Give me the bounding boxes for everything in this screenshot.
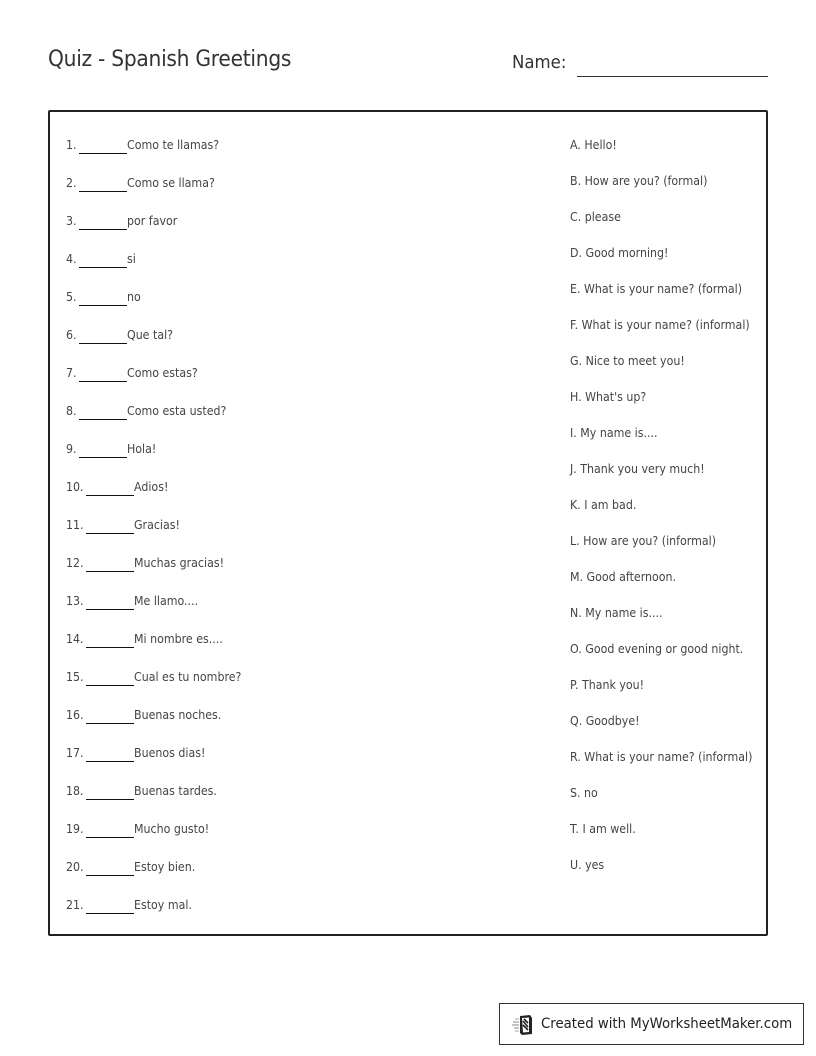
page-title: Quiz - Spanish Greetings	[48, 47, 292, 72]
question-term: Adios!	[134, 480, 169, 494]
question-term: no	[127, 290, 141, 304]
question-number: 13.	[66, 594, 84, 608]
worksheet-maker-logo-icon	[512, 1014, 534, 1036]
question-term: Como se llama?	[127, 176, 215, 190]
answer-option: Q. Goodbye!	[570, 714, 640, 728]
question-term: Me llamo....	[134, 594, 199, 608]
answer-option: D. Good morning!	[570, 246, 669, 260]
answer-blank[interactable]	[79, 343, 127, 344]
answer-blank[interactable]	[79, 191, 127, 192]
question-term: Cual es tu nombre?	[134, 670, 242, 684]
answer-blank[interactable]	[79, 419, 127, 420]
question-number: 15.	[66, 670, 84, 684]
answer-option: N. My name is....	[570, 606, 663, 620]
question-number: 18.	[66, 784, 84, 798]
answer-option: I. My name is....	[570, 426, 658, 440]
question-term: Estoy bien.	[134, 860, 196, 874]
answer-option: J. Thank you very much!	[570, 462, 705, 476]
answer-option: G. Nice to meet you!	[570, 354, 685, 368]
question-term: Buenas noches.	[134, 708, 222, 722]
question-number: 21.	[66, 898, 84, 912]
question-number: 16.	[66, 708, 84, 722]
question-term: Como esta usted?	[127, 404, 227, 418]
question-number: 14.	[66, 632, 84, 646]
question-number: 7.	[66, 366, 77, 380]
question-number: 10.	[66, 480, 84, 494]
answer-blank[interactable]	[79, 153, 127, 154]
question-number: 6.	[66, 328, 77, 342]
answer-option: R. What is your name? (informal)	[570, 750, 753, 764]
question-number: 3.	[66, 214, 77, 228]
question-number: 4.	[66, 252, 77, 266]
question-term: por favor	[127, 214, 178, 228]
answer-blank[interactable]	[86, 495, 134, 496]
question-term: Buenos dias!	[134, 746, 206, 760]
answer-option: U. yes	[570, 858, 605, 872]
answer-blank[interactable]	[79, 305, 127, 306]
footer-credit-text: Created with MyWorksheetMaker.com	[541, 1016, 793, 1032]
question-term: Como te llamas?	[127, 138, 220, 152]
question-term: Muchas gracias!	[134, 556, 225, 570]
question-term: Mi nombre es....	[134, 632, 223, 646]
answer-option: L. How are you? (informal)	[570, 534, 717, 548]
answer-option: K. I am bad.	[570, 498, 637, 512]
question-term: Que tal?	[127, 328, 174, 342]
question-term: Mucho gusto!	[134, 822, 210, 836]
answer-blank[interactable]	[86, 685, 134, 686]
question-number: 19.	[66, 822, 84, 836]
answer-blank[interactable]	[86, 875, 134, 876]
answer-option: T. I am well.	[570, 822, 636, 836]
question-term: si	[127, 252, 136, 266]
answer-option: P. Thank you!	[570, 678, 645, 692]
answer-blank[interactable]	[86, 837, 134, 838]
question-number: 2.	[66, 176, 77, 190]
answer-option: C. please	[570, 210, 621, 224]
question-term: Gracias!	[134, 518, 180, 532]
answer-option: O. Good evening or good night.	[570, 642, 744, 656]
answer-option: H. What's up?	[570, 390, 647, 404]
question-term: Buenas tardes.	[134, 784, 217, 798]
answer-blank[interactable]	[86, 571, 134, 572]
answer-option: E. What is your name? (formal)	[570, 282, 743, 296]
answer-blank[interactable]	[79, 229, 127, 230]
answer-blank[interactable]	[86, 913, 134, 914]
question-term: Como estas?	[127, 366, 198, 380]
answer-option: A. Hello!	[570, 138, 617, 152]
answer-option: M. Good afternoon.	[570, 570, 677, 584]
answer-option: B. How are you? (formal)	[570, 174, 708, 188]
answer-blank[interactable]	[86, 533, 134, 534]
answer-option: S. no	[570, 786, 598, 800]
question-term: Estoy mal.	[134, 898, 192, 912]
answer-blank[interactable]	[79, 381, 127, 382]
answer-blank[interactable]	[86, 609, 134, 610]
question-number: 20.	[66, 860, 84, 874]
question-number: 11.	[66, 518, 84, 532]
answer-option: F. What is your name? (informal)	[570, 318, 750, 332]
footer-badge[interactable]	[499, 1003, 804, 1045]
answer-blank[interactable]	[79, 267, 127, 268]
question-number: 8.	[66, 404, 77, 418]
question-number: 12.	[66, 556, 84, 570]
name-field-line[interactable]	[577, 76, 768, 77]
question-term: Hola!	[127, 442, 157, 456]
answer-blank[interactable]	[86, 799, 134, 800]
answer-blank[interactable]	[86, 723, 134, 724]
question-number: 9.	[66, 442, 77, 456]
question-number: 1.	[66, 138, 77, 152]
question-number: 5.	[66, 290, 77, 304]
answer-blank[interactable]	[79, 457, 127, 458]
answer-blank[interactable]	[86, 647, 134, 648]
answer-blank[interactable]	[86, 761, 134, 762]
question-number: 17.	[66, 746, 84, 760]
name-label: Name:	[512, 52, 567, 73]
